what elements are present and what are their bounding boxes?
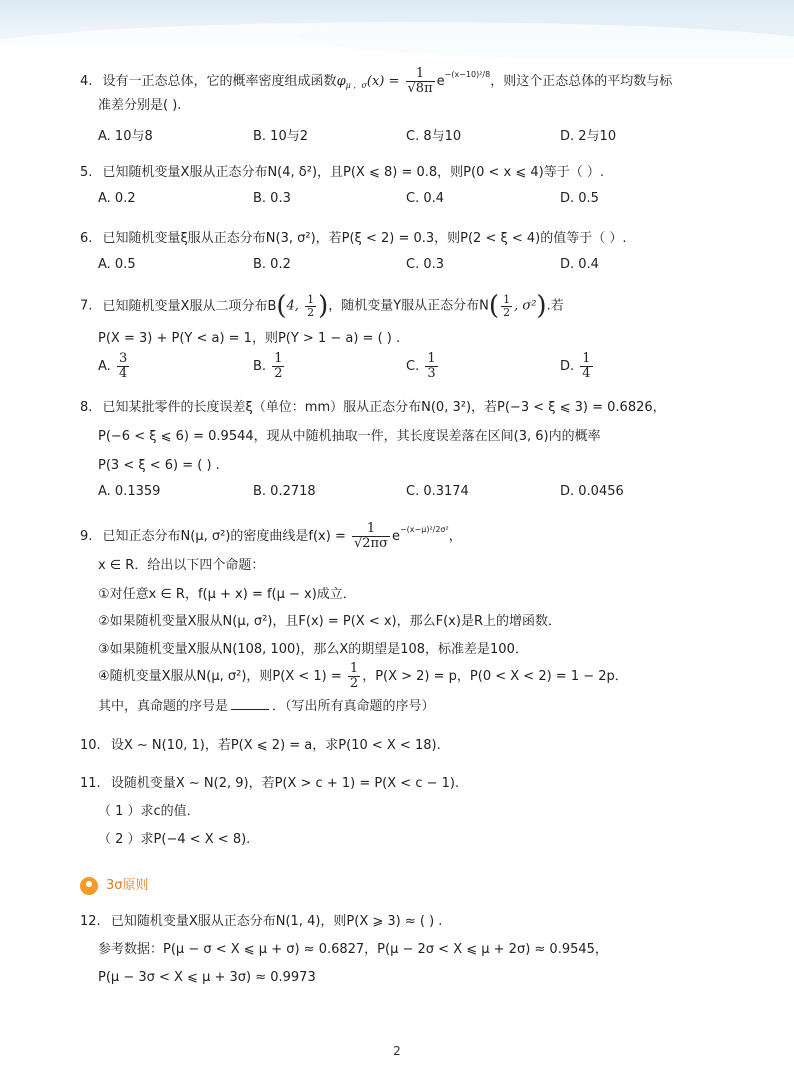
paren-close: ): [536, 291, 547, 321]
sub-question-1: （ 1 ）求c的值．: [98, 804, 200, 819]
question-number: 7.: [80, 298, 93, 314]
fraction: [406, 67, 435, 96]
question-number: 5.: [80, 165, 93, 180]
option-a[interactable]: A. 0.1359: [98, 484, 161, 499]
fraction-numerator: 3: [118, 351, 128, 366]
option-label: D.: [560, 359, 575, 374]
option-a[interactable]: A. 0.2: [98, 191, 136, 206]
fraction-numerator: 1: [349, 661, 359, 676]
fraction-numerator: 1: [582, 351, 591, 366]
option-label: B.: [253, 359, 267, 374]
section-title: 3σ原则: [106, 878, 149, 893]
option-c[interactable]: C. 0.4: [406, 191, 445, 206]
paren-open: (: [276, 291, 287, 321]
proposition-3: ③如果随机变量X服从N(108, 100)，那么X的期望是108，标准差是100．: [98, 642, 528, 657]
question-text: P(−6 < ξ ⩽ 6) = 0.9544，现从中随机抽取一件，其长度误差落在区间(3, 6)内的概率: [98, 429, 601, 444]
option-a[interactable]: [98, 352, 131, 381]
math-text: 4,: [286, 298, 304, 314]
question-8: [0, 398, 794, 418]
question-10: [0, 736, 794, 756]
question-text: 已知随机变量X服从正态分布N(4, δ²)，且P(X ⩽ 8) = 0.8，则P(0 < x ⩽ 4)等于（ ）.: [102, 165, 604, 180]
question-text: ，随机变量Y服从正态分布N: [328, 298, 489, 314]
question-6: [0, 229, 794, 249]
question-text: ，则这个正态总体的平均数与标: [490, 74, 673, 89]
question-text: 准差分别是( ).: [98, 98, 182, 113]
fraction-denominator: 2: [274, 366, 283, 381]
question-5: [0, 163, 794, 183]
fraction-denominator: 2: [307, 305, 315, 319]
option-c[interactable]: C. 8与10: [406, 129, 462, 144]
question-9: [0, 512, 794, 551]
question-12: [0, 912, 794, 932]
option-d[interactable]: D. 0.5: [560, 191, 599, 206]
fraction-numerator: 1: [427, 351, 436, 366]
question-text: P(3 < ξ < 6) = ( ) .: [98, 458, 220, 473]
option-b[interactable]: B. 10与2: [253, 129, 308, 144]
question-text: 已知随机变量ξ服从正态分布N(3, σ²)，若P(ξ < 2) = 0.3，则P(2 < ξ < 4)的值等于（ ）.: [102, 231, 627, 246]
exp-base: e: [436, 74, 445, 89]
option-label: C.: [406, 359, 420, 374]
fraction: [425, 352, 437, 381]
question-text: 已知正态分布N(μ, σ²)的密度曲线是f(x) =: [102, 529, 346, 544]
option-a[interactable]: A. 0.5: [98, 257, 136, 272]
paren-open: (: [488, 291, 500, 321]
question-text: ．（写出所有真命题的序号）: [272, 699, 435, 714]
paren-close: ): [318, 291, 329, 321]
fraction-denominator: 4: [118, 366, 128, 381]
sub-question-2: （ 2 ）求P(−4 < X < 8).: [98, 832, 251, 847]
question-text: 设随机变量X ∼ N(2, 9)，若P(X > c + 1) = P(X < c − 1).: [110, 776, 460, 791]
option-c[interactable]: [406, 352, 440, 381]
question-number: 6.: [80, 231, 93, 246]
fraction-numerator: 1: [503, 292, 511, 306]
fraction: [117, 352, 129, 381]
header-wave-decoration: [0, 22, 794, 58]
proposition-2: ②如果随机变量X服从N(μ, σ²)，且F(x) = P(X < x)，那么F(x)是R上的增函数．: [98, 614, 561, 629]
reference-data: P(μ − 3σ < X ⩽ μ + 3σ) ≈ 0.9973: [98, 970, 316, 985]
header-band: [0, 0, 794, 58]
fraction-numerator: 1: [406, 67, 435, 82]
reference-data: 参考数据：P(μ − σ < X ⩽ μ + σ) ≈ 0.6827，P(μ − 2σ < X ⩽ μ + 2σ) ≈ 0.9545，: [98, 942, 608, 957]
question-4: [0, 60, 794, 96]
option-b[interactable]: B. 0.2718: [253, 484, 316, 499]
exp-superscript: −(x−μ)²/2σ²: [399, 525, 449, 534]
question-text: 其中，真命题的序号是: [98, 699, 229, 714]
fraction: [305, 294, 316, 319]
math-text: , σ²: [514, 298, 537, 314]
option-c[interactable]: C. 0.3174: [406, 484, 469, 499]
fraction-denominator: √2πσ: [353, 536, 388, 551]
option-b[interactable]: B. 0.2: [253, 257, 291, 272]
lightbulb-icon: [80, 877, 98, 895]
question-text: x ∈ R．给出以下四个命题：: [98, 558, 265, 573]
question-number: 12.: [80, 914, 101, 929]
option-d[interactable]: [560, 352, 595, 381]
section-header: [80, 874, 149, 896]
proposition-4: [0, 660, 794, 694]
fraction-denominator: 2: [349, 676, 359, 691]
question-9-answer-line: [0, 697, 794, 717]
exp-superscript: −(x−10)²/8: [444, 70, 491, 79]
fraction-numerator: 1: [352, 522, 390, 537]
option-a[interactable]: A. 10与8: [98, 129, 153, 144]
question-text: 已知随机变量X服从正态分布N(1, 4)，则P(X ⩾ 3) ≈ ( ) .: [110, 914, 443, 929]
question-text: 设X ∼ N(10, 1)，若P(X ⩽ 2) = a，求P(10 < X < 18).: [110, 738, 441, 753]
math-arg: (x) =: [366, 74, 400, 89]
page-number: 2: [393, 1044, 401, 1058]
option-c[interactable]: C. 0.3: [406, 257, 445, 272]
question-number: 9.: [80, 529, 93, 544]
question-text: 设有一正态总体，它的概率密度组成函数: [102, 74, 337, 89]
option-b[interactable]: [253, 352, 286, 381]
question-number: 4.: [80, 74, 93, 89]
proposition-1: ①对任意x ∈ R，f(μ + x) = f(μ − x)成立．: [98, 587, 356, 602]
answer-blank[interactable]: [231, 697, 269, 710]
question-text: .若: [546, 298, 564, 314]
option-b[interactable]: B. 0.3: [253, 191, 291, 206]
fraction-denominator: 3: [427, 366, 436, 381]
fraction: [348, 662, 360, 691]
option-d[interactable]: D. 0.4: [560, 257, 599, 272]
math-subscript: μ ，σ: [345, 81, 367, 90]
fraction-denominator: 2: [503, 305, 511, 319]
question-text: P(X = 3) + P(Y < a) = 1，则P(Y > 1 − a) = ( ) .: [98, 331, 401, 346]
option-d[interactable]: D. 2与10: [560, 129, 617, 144]
fraction-numerator: 1: [307, 292, 315, 306]
option-label: A.: [98, 359, 111, 374]
exp-base: e: [391, 529, 400, 544]
fraction-numerator: 1: [274, 351, 283, 366]
fraction-denominator: √8π: [407, 81, 433, 96]
question-text: 已知某批零件的长度误差ξ（单位：mm）服从正态分布N(0, 3²)，若P(−3 < ξ ⩽ 3) = 0.6826，: [102, 400, 666, 415]
question-number: 11.: [80, 776, 101, 791]
question-text: ，: [448, 529, 462, 544]
question-text: 已知随机变量X服从二项分布B: [102, 298, 277, 314]
question-text: ④随机变量X服从N(μ, σ²)，则P(X < 1) =: [98, 669, 342, 684]
fraction: [352, 522, 390, 551]
option-d[interactable]: D. 0.0456: [560, 484, 624, 499]
question-text: ，P(X > 2) = p，P(0 < X < 2) = 1 − 2p．: [362, 669, 628, 684]
fraction: [580, 352, 592, 381]
question-number: 10.: [80, 738, 101, 753]
fraction: [272, 352, 284, 381]
question-number: 8.: [80, 400, 93, 415]
fraction-denominator: 4: [582, 366, 591, 381]
fraction: [501, 294, 512, 319]
question-7: [0, 288, 794, 324]
math-func: φ: [336, 74, 346, 89]
question-11: [0, 774, 794, 794]
